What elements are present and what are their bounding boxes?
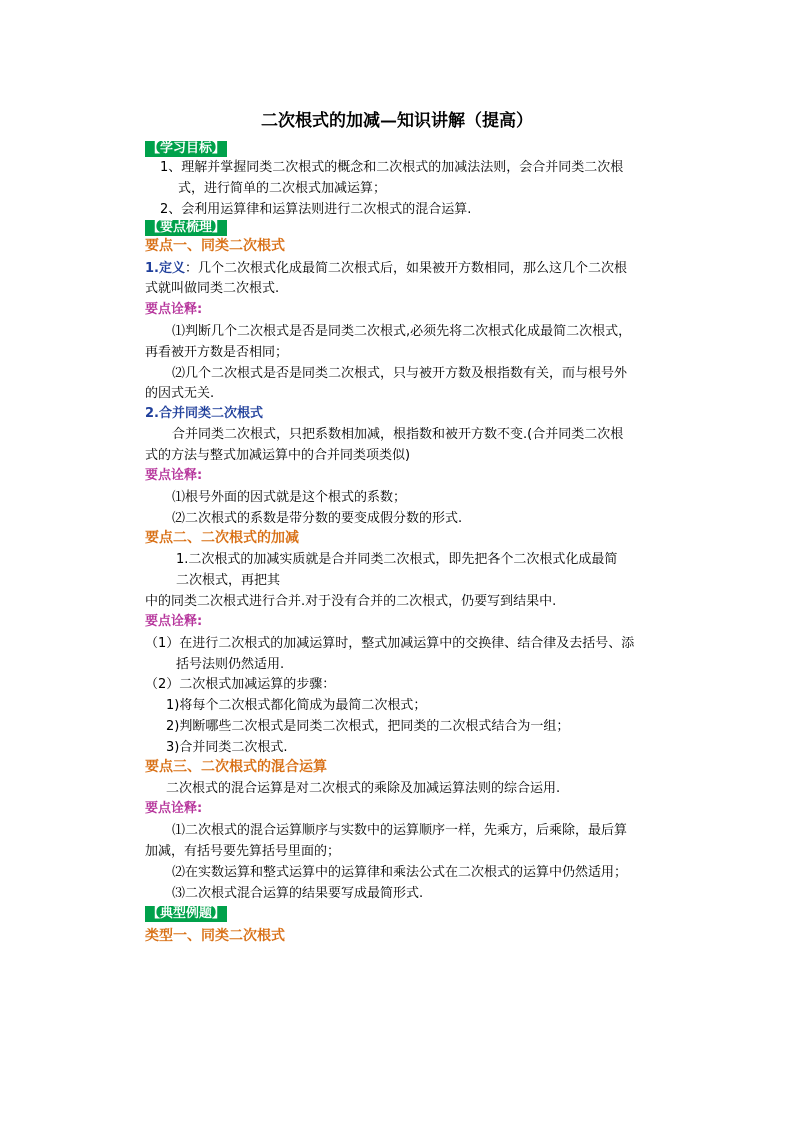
note-text: ⑵二次根式的系数是带分数的要变成假分数的形式. <box>172 511 463 526</box>
step-text: 2)判断哪些二次根式是同类二次根式，把同类的二次根式结合为一组； <box>166 719 570 734</box>
paragraph-text: 1.二次根式的加减实质就是合并同类二次根式，即先把各个二次根式化成最简 <box>176 552 618 567</box>
note-text: 加减，有括号要先算括号里面的； <box>145 844 341 859</box>
section-heading: 要点二、二次根式的加减 <box>145 530 299 546</box>
subheading: 2.合并同类二次根式 <box>145 406 263 421</box>
section-tag-summary: 【要点梳理】 <box>147 220 226 235</box>
note-text: ⑶二次根式混合运算的结果要写成最简形式. <box>172 886 424 901</box>
section-heading: 类型一、同类二次根式 <box>145 928 285 944</box>
objective-item: 式，进行简单的二次根式加减运算； <box>178 181 387 196</box>
page-title: 二次根式的加减—知识讲解（提高） <box>261 111 533 131</box>
note-text: 括号法则仍然适用. <box>176 657 285 672</box>
note-label: 要点诠释: <box>145 801 203 816</box>
paragraph-text: 中的同类二次根式进行合并.对于没有合并的二次根式，仍要写到结果中. <box>145 594 557 609</box>
note-text: （2）二次根式加减运算的步骤： <box>145 677 336 692</box>
objective-item: 2、会利用运算律和运算法则进行二次根式的混合运算. <box>160 202 472 217</box>
step-text: 3)合并同类二次根式. <box>166 740 288 755</box>
step-text: 1)将每个二次根式都化简成为最简二次根式； <box>166 698 427 713</box>
objective-item: 1、理解并掌握同类二次根式的概念和二次根式的加减法法则，会合并同类二次根 <box>160 160 624 175</box>
note-text: 的因式无关. <box>145 386 215 401</box>
note-label: 要点诠释: <box>145 614 203 629</box>
subheading: 1.定义 <box>145 261 185 276</box>
note-label: 要点诠释: <box>145 302 203 317</box>
note-text: ⑴二次根式的混合运算顺序与实数中的运算顺序一样，先乘方，后乘除，最后算 <box>172 823 628 838</box>
note-text: （1）在进行二次根式的加减运算时，整式加减运算中的交换律、结合律及去括号、添 <box>145 636 635 651</box>
section-heading: 要点一、同类二次根式 <box>145 238 285 254</box>
paragraph-text: 二次根式的混合运算是对二次根式的乘除及加减运算法则的综合运用. <box>166 781 561 796</box>
section-tag-examples: 【典型例题】 <box>147 906 226 921</box>
note-text: ⑴根号外面的因式就是这个根式的系数； <box>172 490 407 505</box>
note-text: ⑵在实数运算和整式运算中的运算律和乘法公式在二次根式的运算中仍然适用； <box>172 865 628 880</box>
note-text: ⑵几个二次根式是否是同类二次根式，只与被开方数及根指数有关，而与根号外 <box>172 366 628 381</box>
note-text: 再看被开方数是否相同； <box>145 345 289 360</box>
paragraph-text: ：几个二次根式化成最简二次根式后，如果被开方数相同，那么这几个二次根 <box>184 261 627 276</box>
section-heading: 要点三、二次根式的混合运算 <box>145 759 327 775</box>
paragraph-text: 式就叫做同类二次根式. <box>145 281 280 296</box>
note-text: ⑴判断几个二次根式是否是同类二次根式,必须先将二次根式化成最简二次根式， <box>172 324 632 339</box>
paragraph-text: 式的方法与整式加减运算中的合并同类项类似) <box>145 448 411 463</box>
note-label: 要点诠释: <box>145 468 203 483</box>
paragraph-text: 二次根式，再把其 <box>176 573 281 588</box>
section-tag-objectives: 【学习目标】 <box>147 141 226 156</box>
paragraph-text: 合并同类二次根式，只把系数相加减，根指数和被开方数不变.(合并同类二次根 <box>172 427 624 442</box>
